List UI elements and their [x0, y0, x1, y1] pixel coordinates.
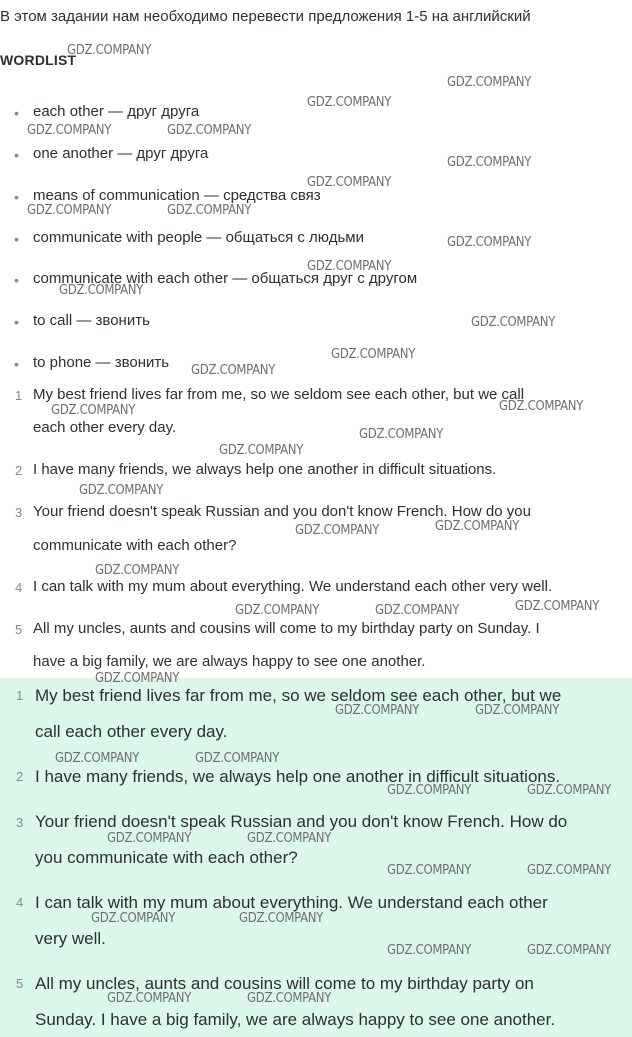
answer-line: I have many friends, we always help one another in difficult situations.	[35, 767, 561, 786]
wordlist-item: one another — друг друга	[33, 145, 209, 162]
watermark: GDZ.COMPANY	[447, 235, 532, 250]
bullet-icon: •	[14, 189, 19, 205]
answer-line: you communicate with each other?	[35, 848, 298, 867]
watermark: GDZ.COMPANY	[447, 75, 532, 90]
sentence-line: have a big family, we are always happy to see one another.	[33, 653, 426, 670]
bullet-icon: •	[14, 272, 19, 288]
intro-text: В этом задании нам необходимо перевести предложения 1-5 на английский	[0, 8, 531, 25]
bullet-icon: •	[14, 147, 19, 163]
answer-number: 4	[16, 895, 24, 910]
watermark: GDZ.COMPANY	[67, 43, 152, 58]
sentence-number: 5	[15, 622, 23, 637]
watermark: GDZ.COMPANY	[235, 603, 320, 618]
watermark: GDZ.COMPANY	[167, 123, 252, 138]
watermark: GDZ.COMPANY	[247, 831, 332, 846]
watermark: GDZ.COMPANY	[435, 519, 520, 534]
sentence-line: I have many friends, we always help one another in difficult situations.	[33, 461, 497, 478]
watermark: GDZ.COMPANY	[387, 863, 472, 878]
watermark: GDZ.COMPANY	[95, 563, 180, 578]
answer-number: 5	[16, 976, 24, 991]
wordlist-item: communicate with each other — общаться друг с другом	[33, 270, 418, 287]
sentence-line: All my uncles, aunts and cousins will come to my birthday party on Sunday. I	[33, 620, 540, 637]
answer-box	[0, 678, 632, 1037]
wordlist-title: WORDLIST	[0, 52, 77, 68]
watermark: GDZ.COMPANY	[307, 175, 392, 190]
watermark: GDZ.COMPANY	[331, 347, 416, 362]
sentence-number: 1	[15, 388, 23, 403]
watermark: GDZ.COMPANY	[55, 751, 140, 766]
wordlist-item: to phone — звонить	[33, 354, 170, 371]
watermark: GDZ.COMPANY	[335, 703, 420, 718]
watermark: GDZ.COMPANY	[375, 603, 460, 618]
sentence-line: communicate with each other?	[33, 537, 237, 554]
watermark: GDZ.COMPANY	[527, 943, 612, 958]
watermark: GDZ.COMPANY	[359, 427, 444, 442]
sentence-number: 4	[15, 580, 23, 595]
answer-line: very well.	[35, 929, 106, 948]
watermark: GDZ.COMPANY	[387, 943, 472, 958]
answer-line: I can talk with my mum about everything. We understand each other	[35, 893, 548, 912]
watermark: GDZ.COMPANY	[307, 95, 392, 110]
watermark: GDZ.COMPANY	[107, 991, 192, 1006]
watermark: GDZ.COMPANY	[107, 831, 192, 846]
wordlist-item: each other — друг друга	[33, 103, 200, 120]
watermark: GDZ.COMPANY	[27, 203, 112, 218]
watermark: GDZ.COMPANY	[387, 783, 472, 798]
watermark: GDZ.COMPANY	[527, 783, 612, 798]
watermark: GDZ.COMPANY	[471, 315, 556, 330]
watermark: GDZ.COMPANY	[91, 911, 176, 926]
answer-number: 2	[16, 769, 24, 784]
answer-line: All my uncles, aunts and cousins will come to my birthday party on	[35, 974, 534, 993]
watermark: GDZ.COMPANY	[219, 443, 304, 458]
watermark: GDZ.COMPANY	[167, 203, 252, 218]
watermark: GDZ.COMPANY	[247, 991, 332, 1006]
watermark: GDZ.COMPANY	[295, 523, 380, 538]
sentence-number: 3	[15, 505, 23, 520]
wordlist-item: means of communication — средства связ	[33, 187, 321, 204]
answer-line: Your friend doesn't speak Russian and you don't know French. How do	[35, 812, 568, 831]
answer-line: Sunday. I have a big family, we are always happy to see one another.	[35, 1010, 556, 1029]
watermark: GDZ.COMPANY	[79, 483, 164, 498]
answer-line: call each other every day.	[35, 722, 228, 741]
bullet-icon: •	[14, 356, 19, 372]
watermark: GDZ.COMPANY	[475, 703, 560, 718]
watermark: GDZ.COMPANY	[447, 155, 532, 170]
bullet-icon: •	[14, 231, 19, 247]
sentence-line: Your friend doesn't speak Russian and you don't know French. How do you	[33, 503, 531, 520]
watermark: GDZ.COMPANY	[499, 399, 584, 414]
bullet-icon: •	[14, 314, 19, 330]
sentence-line: I can talk with my mum about everything. We understand each other very well.	[33, 578, 553, 595]
sentence-line: each other every day.	[33, 419, 177, 436]
watermark: GDZ.COMPANY	[307, 259, 392, 274]
watermark: GDZ.COMPANY	[515, 599, 600, 614]
answer-line: My best friend lives far from me, so we seldom see each other, but we	[35, 686, 562, 705]
watermark: GDZ.COMPANY	[191, 363, 276, 378]
watermark: GDZ.COMPANY	[239, 911, 324, 926]
wordlist-item: communicate with people — общаться с людьми	[33, 229, 364, 246]
watermark: GDZ.COMPANY	[59, 283, 144, 298]
sentence-number: 2	[15, 463, 23, 478]
answer-number: 1	[16, 688, 24, 703]
watermark: GDZ.COMPANY	[95, 671, 180, 686]
watermark: GDZ.COMPANY	[527, 863, 612, 878]
watermark: GDZ.COMPANY	[51, 403, 136, 418]
watermark: GDZ.COMPANY	[27, 123, 112, 138]
bullet-icon: •	[14, 105, 19, 121]
watermark: GDZ.COMPANY	[195, 751, 280, 766]
answer-number: 3	[16, 815, 24, 830]
sentence-line: My best friend lives far from me, so we seldom see each other, but we call	[33, 386, 525, 403]
wordlist-item: to call — звонить	[33, 312, 150, 329]
